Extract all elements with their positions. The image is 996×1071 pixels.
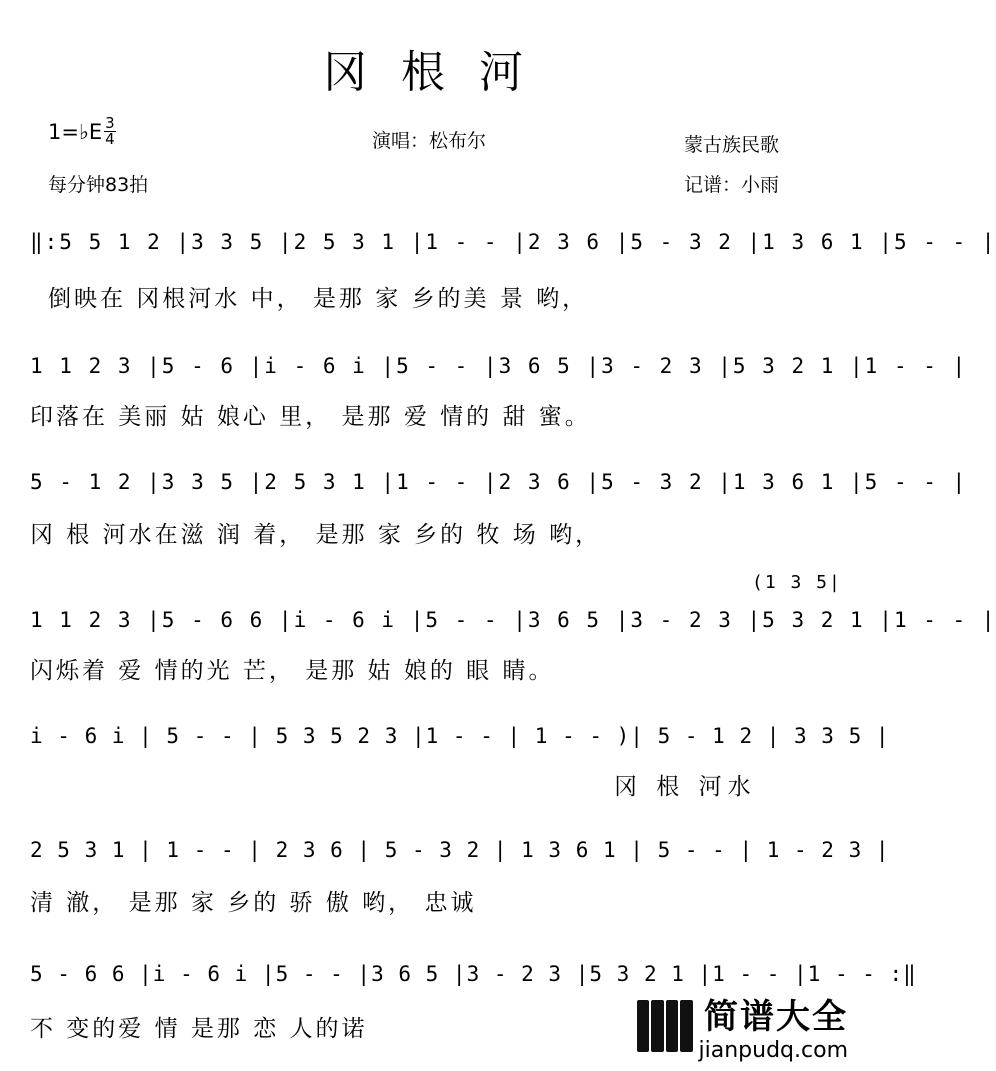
key-label: 1=♭E <box>48 119 103 144</box>
music-line-5: i - 6 i | 5 - - | 5 3 5 2 3 |1 - - | 1 - - )| 5 - 1 2 | 3 3 5 | <box>30 724 890 748</box>
piano-icon <box>637 1000 693 1052</box>
music-line-4: 1 1 2 3 |5 - 6 6 |i - 6 i |5 - - |3 6 5 |3 - 2 3 |5 3 2 1 |1 - - | <box>30 608 996 632</box>
logo-name: 简谱大全 <box>704 997 848 1037</box>
singer-label: 演唱：松布尔 <box>372 130 487 152</box>
lyric-line-7: 不 变的爱 情 是那 恋 人的诺 <box>30 1016 368 1042</box>
music-line-7: 5 - 6 6 |i - 6 i |5 - - |3 6 5 |3 - 2 3 |5 3 2 1 |1 - - |1 - - :‖ <box>30 962 917 986</box>
lyric-line-6: 清 澈， 是那 家 乡的 骄 傲 哟， 忠诚 <box>30 890 477 916</box>
site-logo <box>637 989 848 1063</box>
music-intro-note: (1 3 5| <box>752 572 842 593</box>
transcriber-label: 记谱：小雨 <box>684 174 780 196</box>
lyric-line-5: 冈 根 河水 <box>614 774 757 800</box>
song-title: 冈 根 河 <box>323 47 533 98</box>
time-denominator: 4 <box>105 130 115 148</box>
music-line-3: 5 - 1 2 |3 3 5 |2 5 3 1 |1 - - |2 3 6 |5 - 3 2 |1 3 6 1 |5 - - | <box>30 470 968 494</box>
time-signature <box>104 116 116 147</box>
key-signature <box>48 116 116 147</box>
lyric-line-4: 闪烁着 爱 情的光 芒， 是那 姑 娘的 眼 睛。 <box>30 658 555 684</box>
lyric-line-1: 倒映在 冈根河水 中， 是那 家 乡的美 景 哟， <box>48 286 589 312</box>
music-line-6: 2 5 3 1 | 1 - - | 2 3 6 | 5 - 3 2 | 1 3 6 1 | 5 - - | 1 - 2 3 | <box>30 838 890 862</box>
logo-url: jianpudq.com <box>698 1038 848 1063</box>
time-numerator: 3 <box>105 114 115 132</box>
music-line-2: 1 1 2 3 |5 - 6 |i - 6 i |5 - - |3 6 5 |3 - 2 3 |5 3 2 1 |1 - - | <box>30 354 968 378</box>
lyric-line-2: 印落在 美丽 姑 娘心 里， 是那 爱 情的 甜 蜜。 <box>30 404 591 430</box>
lyric-line-3: 冈 根 河水在滋 润 着， 是那 家 乡的 牧 场 哟， <box>30 522 602 548</box>
tempo-label: 每分钟83拍 <box>48 174 149 196</box>
music-line-1: ‖:5 5 1 2 |3 3 5 |2 5 3 1 |1 - - |2 3 6 |5 - 3 2 |1 3 6 1 |5 - - | <box>30 230 996 254</box>
origin-label: 蒙古族民歌 <box>684 134 780 156</box>
